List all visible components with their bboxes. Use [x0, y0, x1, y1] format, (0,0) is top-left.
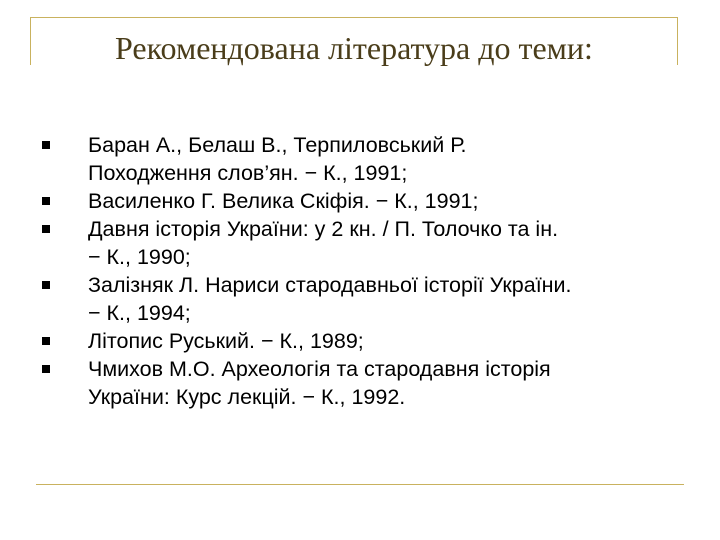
reference-list: [36, 131, 696, 411]
reference-text: Залізняк Л. Нариси стародавньої історії України. − К., 1994;: [88, 273, 572, 325]
reference-item: [36, 131, 696, 187]
reference-text: Чмихов М.О. Археологія та стародавня історія України: Курс лекцій. − К., 1992.: [88, 357, 551, 409]
title-frame-top-rule: [30, 17, 678, 18]
square-bullet-icon: [42, 337, 50, 345]
square-bullet-icon: [42, 141, 50, 149]
reference-text: Літопис Руський. − К., 1989;: [88, 329, 364, 353]
reference-item: [36, 187, 696, 215]
square-bullet-icon: [42, 225, 50, 233]
reference-item: [36, 271, 696, 327]
reference-text: Баран А., Белаш В., Терпиловський Р. Походження слов’ян. − К., 1991;: [88, 133, 467, 185]
reference-item: [36, 327, 696, 355]
square-bullet-icon: [42, 281, 50, 289]
square-bullet-icon: [42, 197, 50, 205]
reference-item: [36, 215, 696, 271]
slide-title: Рекомендована література до теми:: [115, 30, 593, 66]
bottom-rule: [36, 484, 684, 485]
reference-text: Давня історія України: у 2 кн. / П. Толочко та ін. − К., 1990;: [88, 217, 559, 269]
reference-text: Василенко Г. Велика Скіфія. − К., 1991;: [88, 189, 479, 213]
reference-item: [36, 355, 696, 411]
square-bullet-icon: [42, 365, 50, 373]
